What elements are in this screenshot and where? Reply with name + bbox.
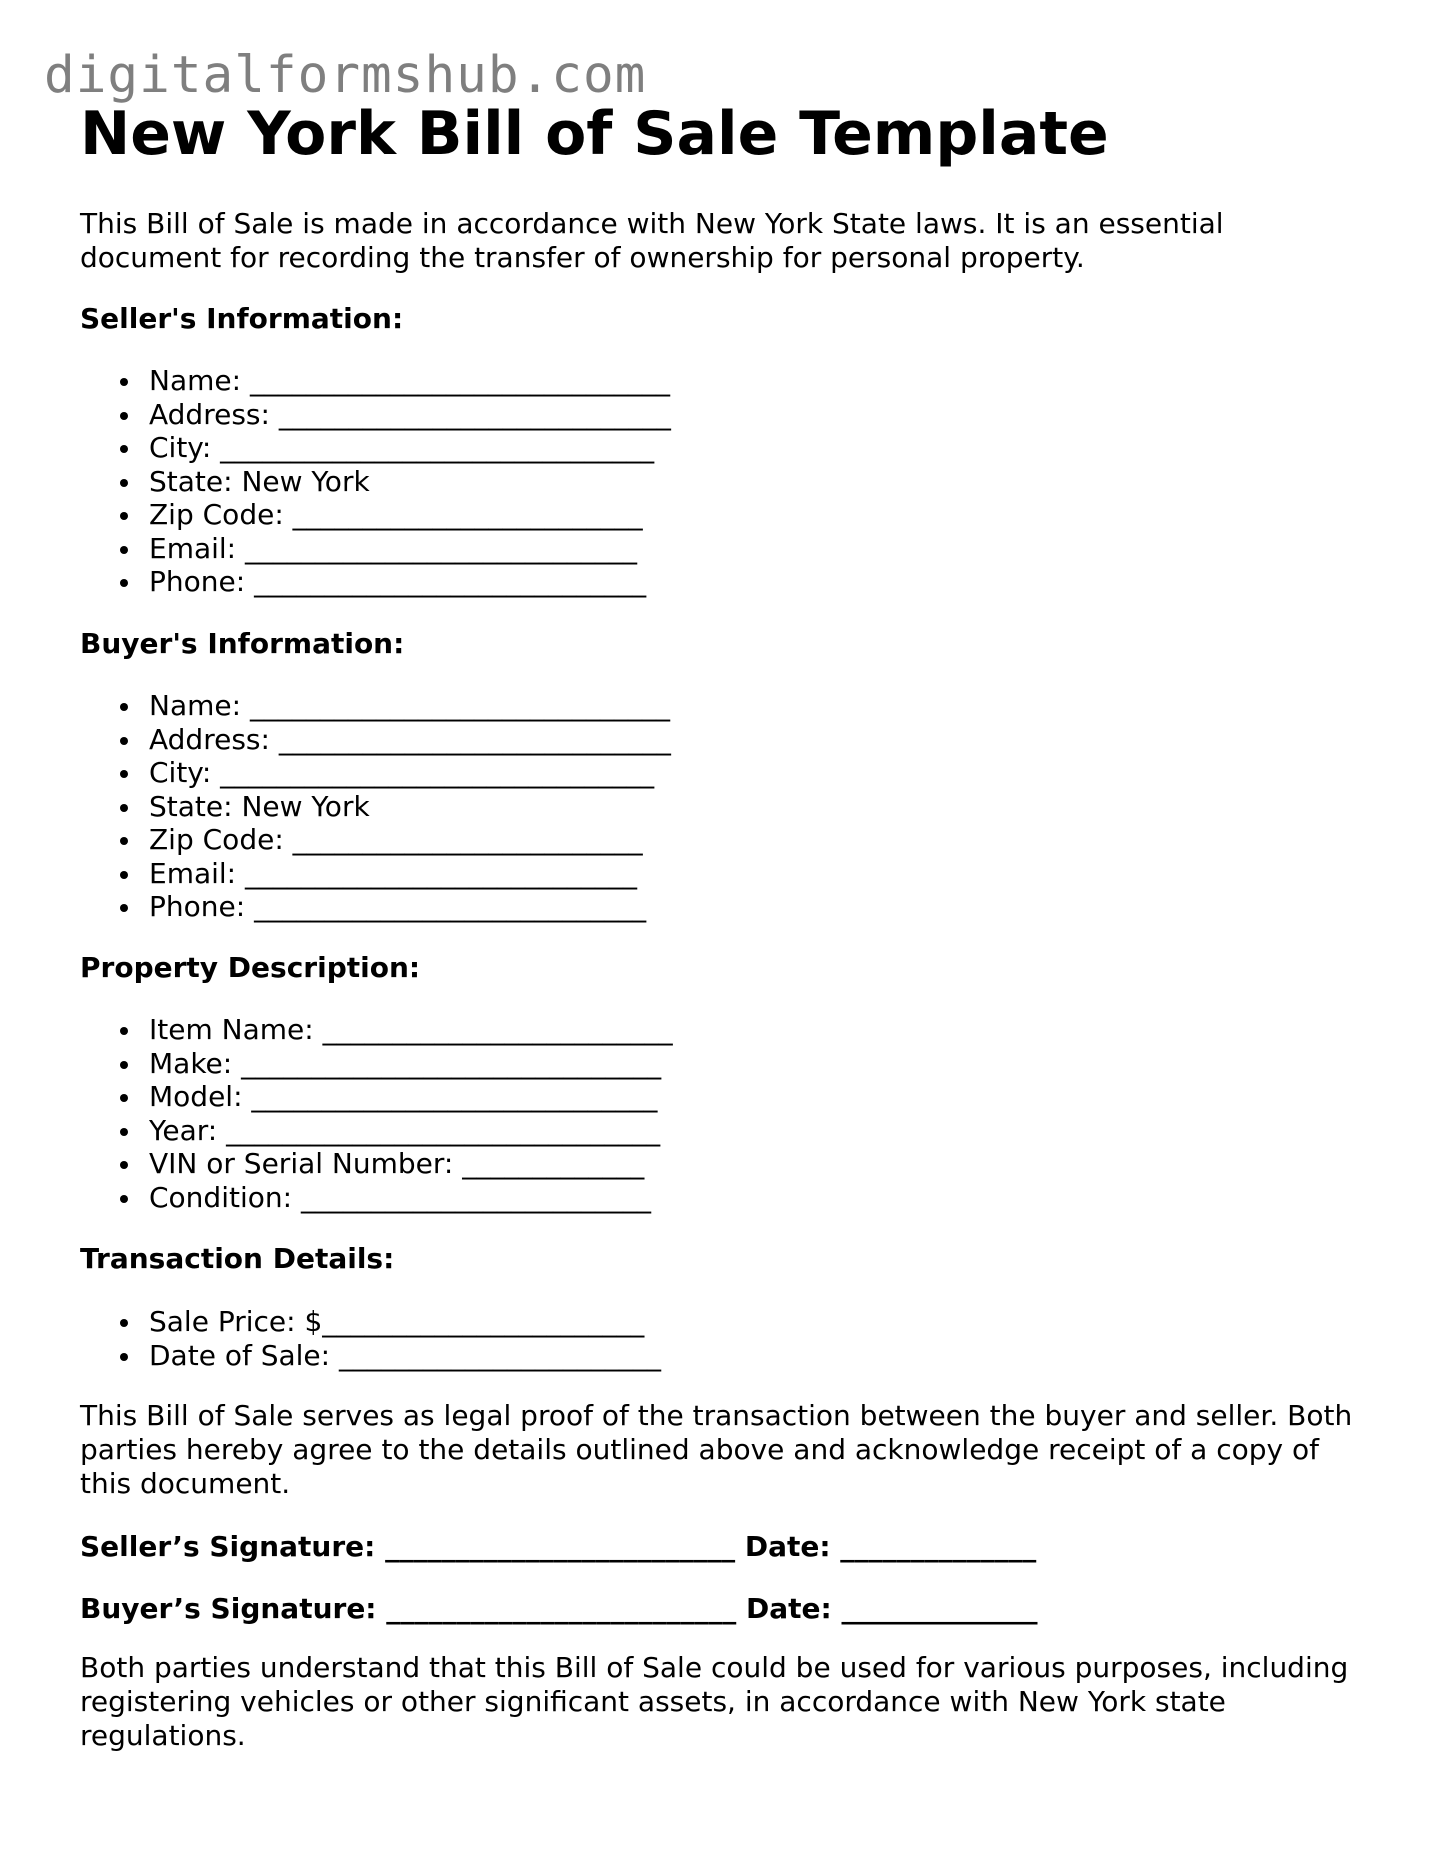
intro-paragraph: This Bill of Sale is made in accordance with New York State laws. It is an essential document for recording the transfer of ownership for personal property. [80, 207, 1224, 274]
buyer-zip-field[interactable]: Zip Code: _________________________ [80, 823, 671, 857]
seller-name-field[interactable]: Name: ______________________________ [80, 364, 671, 398]
seller-email-field[interactable]: Email: ____________________________ [80, 532, 671, 566]
seller-city-field[interactable]: City: _______________________________ [80, 431, 671, 465]
buyer-address-field[interactable]: Address: ____________________________ [80, 723, 671, 757]
property-heading: Property Description: [80, 951, 421, 984]
buyer-city-field[interactable]: City: _______________________________ [80, 756, 671, 790]
page-title: New York Bill of Sale Template [80, 99, 1109, 169]
transaction-heading: Transaction Details: [80, 1242, 395, 1275]
watermark: digitalformshub.com [44, 46, 647, 105]
seller-address-field[interactable]: Address: ____________________________ [80, 398, 671, 432]
buyer-signature-line[interactable]: Buyer’s Signature: _________________________ Date: ______________ [80, 1592, 1038, 1625]
property-year-field[interactable]: Year: _______________________________ [80, 1114, 673, 1148]
buyer-email-field[interactable]: Email: ____________________________ [80, 857, 671, 891]
buyer-heading: Buyer's Information: [80, 627, 405, 660]
property-condition-field[interactable]: Condition: _________________________ [80, 1181, 673, 1215]
seller-field-list [80, 364, 671, 599]
property-make-field[interactable]: Make: ______________________________ [80, 1047, 673, 1081]
buyer-phone-field[interactable]: Phone: ____________________________ [80, 890, 671, 924]
seller-phone-field[interactable]: Phone: ____________________________ [80, 565, 671, 599]
transaction-field-list [80, 1305, 661, 1372]
seller-signature-line[interactable]: Seller’s Signature: _________________________ Date: ______________ [80, 1530, 1037, 1563]
buyer-name-field[interactable]: Name: ______________________________ [80, 689, 671, 723]
closing-paragraph: Both parties understand that this Bill of Sale could be used for various purposes, including registering vehicles or other significant assets, in accordance with New York state regulations. [80, 1651, 1349, 1752]
buyer-field-list [80, 689, 671, 924]
property-model-field[interactable]: Model: _____________________________ [80, 1080, 673, 1114]
property-vin-field[interactable]: VIN or Serial Number: _____________ [80, 1147, 673, 1181]
sale-price-field[interactable]: Sale Price: $_______________________ [80, 1305, 661, 1339]
buyer-state-field: State: New York [80, 790, 671, 824]
legal-proof-paragraph: This Bill of Sale serves as legal proof of the transaction between the buyer and seller. Both parties hereby agree to the details outlined above and acknowledge receipt of a copy of this document. [80, 1399, 1353, 1500]
seller-heading: Seller's Information: [80, 302, 404, 335]
seller-state-field: State: New York [80, 465, 671, 499]
date-of-sale-field[interactable]: Date of Sale: _______________________ [80, 1339, 661, 1373]
property-item-name-field[interactable]: Item Name: _________________________ [80, 1013, 673, 1047]
property-field-list [80, 1013, 673, 1214]
seller-zip-field[interactable]: Zip Code: _________________________ [80, 498, 671, 532]
